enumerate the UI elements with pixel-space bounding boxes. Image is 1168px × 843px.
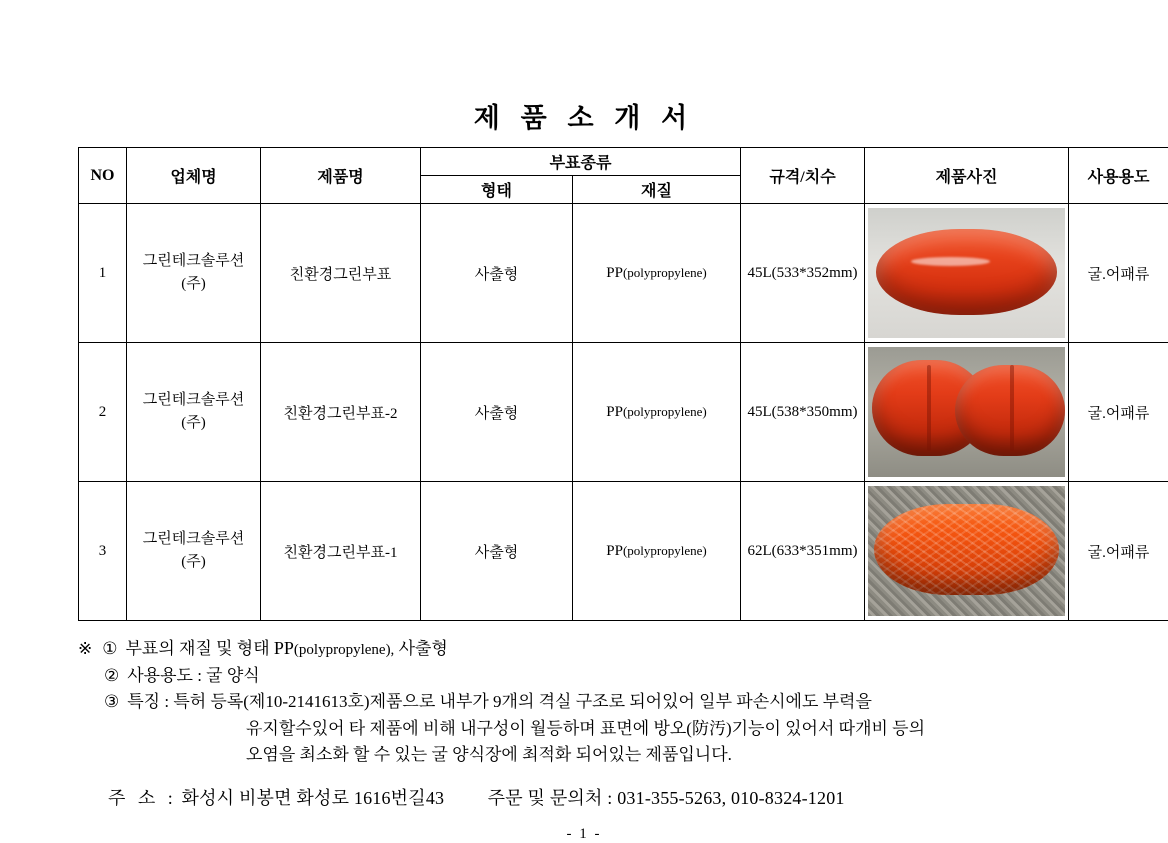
cell-no: 2: [79, 343, 127, 482]
phone-value: 031-355-5263, 010-8324-1201: [617, 788, 844, 808]
table-row: [79, 204, 1168, 343]
cell-use: 굴.어패류: [1069, 204, 1168, 343]
table-row: [79, 482, 1168, 621]
cell-use: 굴.어패류: [1069, 343, 1168, 482]
cell-no: 3: [79, 482, 127, 621]
cell-shape: 사출형: [421, 343, 573, 482]
page-number: - 1 -: [78, 826, 1090, 843]
note-1-pp-sub: (polypropylene),: [294, 642, 394, 658]
page-title: 제 품 소 개 서: [78, 0, 1090, 147]
header-use: 사용용도: [1069, 148, 1168, 204]
table-body: [79, 204, 1168, 621]
note-3-line-1: 특징 : 특허 등록(제10-2141613호)제품으로 내부가 9개의 격실 구조로 되어있어 일부 파손시에도 부력을: [127, 692, 872, 711]
product-table: [78, 147, 1168, 621]
cell-photo: [865, 204, 1069, 343]
cell-company: [127, 343, 261, 482]
company-line-1: 그린테크솔루션: [130, 389, 257, 412]
company-line-2: (주): [130, 412, 257, 435]
cell-product-name: 친환경그린부표-1: [261, 482, 421, 621]
company-line-2: (주): [130, 273, 257, 296]
material-main: PP: [606, 543, 623, 559]
note-3-line-3: 오염을 최소화 할 수 있는 굴 양식장에 최적화 되어있는 제품입니다.: [246, 742, 1090, 768]
cell-material: [573, 204, 741, 343]
cell-spec: 45L(533*352mm): [741, 204, 865, 343]
cell-shape: 사출형: [421, 482, 573, 621]
table-header: [79, 148, 1168, 204]
cell-material: [573, 343, 741, 482]
header-company: 업체명: [127, 148, 261, 204]
header-spec: 규격/치수: [741, 148, 865, 204]
contact-line: [108, 784, 1090, 810]
material-main: PP: [606, 265, 623, 281]
cell-no: 1: [79, 204, 127, 343]
company-line-1: 그린테크솔루션: [130, 528, 257, 551]
material-sub: (polypropylene): [623, 404, 707, 419]
buoy-rib-2: [1010, 365, 1014, 451]
material-sub: (polypropylene): [623, 265, 707, 280]
note-3-line-2: 유지할수있어 타 제품에 비해 내구성이 월등하며 표면에 방오(防汚)기능이 있어서 따개비 등의: [246, 716, 1090, 742]
header-material: 재질: [573, 176, 741, 204]
header-no: NO: [79, 148, 127, 204]
buoy-body-shape: [876, 229, 1057, 315]
note-item-1: [152, 635, 1090, 663]
cell-company: [127, 204, 261, 343]
notes-section: [78, 635, 1090, 768]
cell-spec: 62L(633*351mm): [741, 482, 865, 621]
cell-spec: 45L(538*350mm): [741, 343, 865, 482]
note-mark: ※: [78, 639, 92, 658]
material-main: PP: [606, 404, 623, 420]
address-label: 주 소 :: [108, 788, 177, 808]
cell-photo: [865, 482, 1069, 621]
company-line-1: 그린테크솔루션: [130, 250, 257, 273]
material-sub: (polypropylene): [623, 543, 707, 558]
header-shape: 형태: [421, 176, 573, 204]
cell-product-name: 친환경그린부표-2: [261, 343, 421, 482]
note-1-pp: PP: [274, 638, 294, 658]
note-1-number: ①: [102, 639, 117, 658]
cell-shape: 사출형: [421, 204, 573, 343]
cell-product-name: 친환경그린부표: [261, 204, 421, 343]
note-1-text-before: 부표의 재질 및 형태: [126, 639, 270, 658]
header-buoy-type: 부표종류: [421, 148, 741, 176]
company-line-2: (주): [130, 551, 257, 574]
note-3-number: ③: [104, 692, 119, 711]
note-2-text: 사용용도 : 굴 양식: [127, 666, 259, 685]
buoy-mesh-shape: [874, 504, 1059, 595]
cell-use: 굴.어패류: [1069, 482, 1168, 621]
order-label: 주문 및 문의처 :: [488, 788, 613, 808]
note-item-3: [178, 689, 1090, 768]
note-2-number: ②: [104, 666, 119, 685]
table-header-row-1: [79, 148, 1168, 176]
note-1-text-after: 사출형: [399, 639, 448, 658]
buoy-photo-two-red-buoys-image: [868, 347, 1065, 477]
cell-photo: [865, 343, 1069, 482]
cell-company: [127, 482, 261, 621]
buoy-photo-cylindrical-orange-image: [868, 208, 1065, 338]
note-item-2: [178, 663, 1090, 689]
table-row: [79, 343, 1168, 482]
buoy-photo-mesh-wrapped-orange-image: [868, 486, 1065, 616]
header-product: 제품명: [261, 148, 421, 204]
address-value: 화성시 비봉면 화성로 1616번길43: [181, 788, 444, 808]
cell-material: [573, 482, 741, 621]
header-photo: 제품사진: [865, 148, 1069, 204]
buoy-rib-1: [927, 365, 931, 451]
